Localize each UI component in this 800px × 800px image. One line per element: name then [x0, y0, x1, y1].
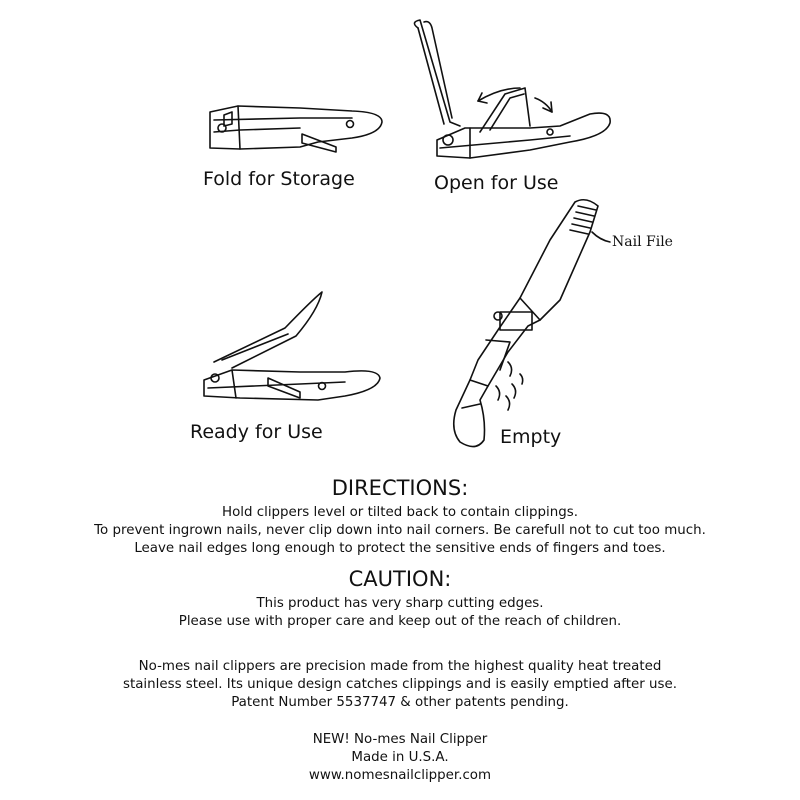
directions-line: To prevent ingrown nails, never clip down into nail corners. Be carefull not to cut too much.	[94, 523, 706, 538]
caution-section	[0, 567, 800, 631]
nail-file-pointer	[592, 232, 610, 242]
about-line: No-mes nail clippers are precision made from the highest quality heat treated	[138, 659, 662, 674]
caution-line: Please use with proper care and keep out of the reach of children.	[178, 614, 622, 629]
footer-product-name: NEW! No-mes Nail Clipper	[312, 732, 488, 747]
directions-line: Hold clippers level or tilted back to contain clippings.	[222, 505, 578, 520]
label-ready-for-use: Ready for Use	[190, 421, 323, 443]
about-line: Patent Number 5537747 & other patents pending.	[231, 695, 569, 710]
about-section	[0, 658, 800, 712]
clipper-empty-icon	[454, 200, 598, 447]
caution-line: This product has very sharp cutting edges.	[256, 596, 544, 611]
footer-origin: Made in U.S.A.	[351, 750, 449, 765]
label-fold-for-storage: Fold for Storage	[203, 168, 355, 190]
clipper-folded-icon	[210, 106, 382, 152]
label-open-for-use: Open for Use	[434, 172, 559, 194]
clipper-ready-icon	[204, 292, 380, 400]
about-line: stainless steel. Its unique design catches clippings and is easily emptied after use.	[123, 677, 677, 692]
label-empty: Empty	[500, 426, 562, 448]
directions-section	[0, 476, 800, 558]
label-nail-file: Nail File	[612, 234, 673, 250]
clipper-open-icon	[414, 20, 610, 158]
footer-website: www.nomesnailclipper.com	[308, 768, 492, 783]
directions-heading: DIRECTIONS:	[331, 476, 469, 500]
directions-line: Leave nail edges long enough to protect the sensitive ends of fingers and toes.	[134, 541, 666, 556]
footer-section	[0, 731, 800, 785]
caution-heading: CAUTION:	[348, 567, 452, 591]
